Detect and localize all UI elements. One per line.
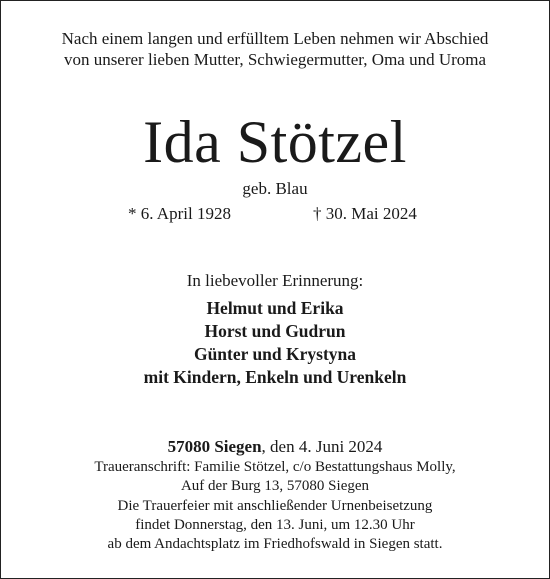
service-line-2: findet Donnerstag, den 13. Juni, um 12.30 Uhr <box>135 517 415 533</box>
death-date: † 30. Mai 2024 <box>313 204 417 223</box>
address-line-1: Traueranschrift: Familie Stötzel, c/o Bestattungshaus Molly, <box>94 459 456 475</box>
notice-date: , den 4. Juni 2024 <box>261 437 383 456</box>
family-line: Horst und Gudrun <box>204 321 346 341</box>
intro-line-2: von unserer lieben Mutter, Schwiegermutter, Oma und Uroma <box>63 50 487 69</box>
family-line: Günter und Krystyna <box>193 344 357 364</box>
place-date-line <box>1 437 549 457</box>
deceased-name: Ida Stötzel <box>143 109 407 175</box>
memory-heading: In liebevoller Erinnerung: <box>186 271 364 290</box>
birth-date: * 6. April 1928 <box>128 204 231 223</box>
family-line: mit Kindern, Enkeln und Urenkeln <box>143 367 407 387</box>
intro-line-1: Nach einem langen und erfülltem Leben nehmen wir Abschied <box>61 29 489 48</box>
family-line: Helmut und Erika <box>206 298 344 318</box>
address-line-2: Auf der Burg 13, 57080 Siegen <box>180 478 370 494</box>
life-dates <box>1 204 549 228</box>
born-name: geb. Blau <box>242 179 308 198</box>
service-line-1: Die Trauerfeier mit anschließender Urnenbeisetzung <box>117 498 433 514</box>
place-name: 57080 Siegen <box>167 437 262 456</box>
service-line-3: ab dem Andachtsplatz im Friedhofswald in Siegen statt. <box>107 536 443 552</box>
